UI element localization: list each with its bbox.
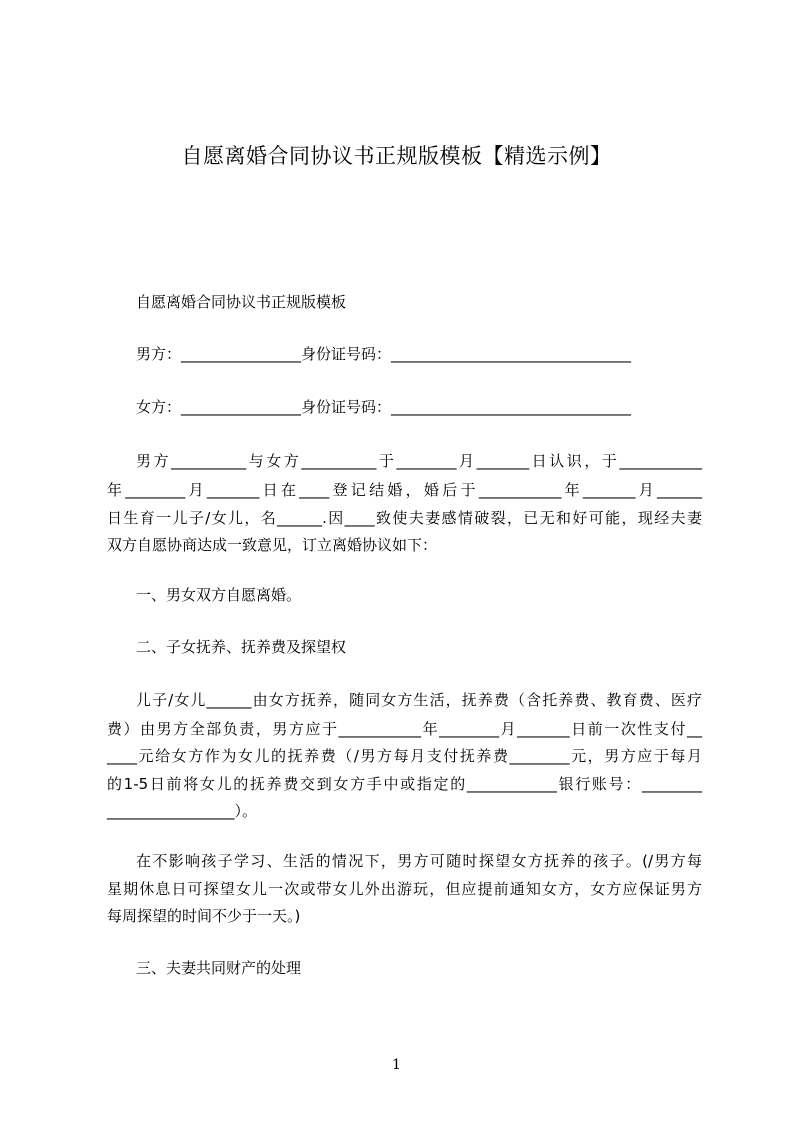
support-line-5: _________________）。 — [107, 802, 258, 820]
document-title: 自愿离婚合同协议书正规版模板【精选示例】 — [181, 144, 612, 168]
intro-line-2: 年________月_______日在____登记结婚，婚后于___________年_______月______ — [107, 481, 702, 499]
intro-line-1: 男方__________与女方__________于________月_______日认识，于___________ — [136, 452, 702, 470]
section-2-heading: 二、子女抚养、抚养费及探望权 — [136, 638, 347, 656]
section-1-heading: 一、男女双方自愿离婚。 — [136, 586, 302, 604]
support-line-4: 的1-5日前将女儿的抚养费交到女方手中或指定的____________银行账号：________ — [107, 775, 702, 793]
visitation-line-3: 每周探望的时间不少于一天。) — [107, 907, 301, 925]
section-3-heading: 三、夫妻共同财产的处理 — [136, 959, 302, 977]
visitation-line-2: 星期休息日可探望女儿一次或带女儿外出游玩，但应提前通知女方，女方应保证男方 — [107, 880, 702, 898]
intro-line-3: 日生育一儿子/女儿，名______.因____致使夫妻感情破裂，已无和好可能，现经夫妻 — [107, 509, 702, 527]
page-number: 1 — [392, 1057, 401, 1073]
support-line-1: 儿子/女儿______由女方抚养，随同女方生活，抚养费（含托养费、教育费、医疗 — [136, 691, 702, 709]
support-line-3: ____元给女方作为女儿的抚养费（/男方每月支付抚养费________元，男方应于每月 — [107, 747, 702, 765]
female-party-line: 女方：________________身份证号码：________________________________ — [136, 398, 632, 416]
support-line-2: 费）由男方全部负责，男方应于___________年________月_______日前一次性支付__ — [107, 720, 702, 738]
male-party-line: 男方：________________身份证号码：________________________________ — [136, 345, 632, 363]
intro-line-4: 双方自愿协商达成一致意见，订立离婚协议如下： — [107, 536, 438, 554]
subtitle: 自愿离婚合同协议书正规版模板 — [136, 293, 347, 311]
visitation-line-1: 在不影响孩子学习、生活的情况下，男方可随时探望女方抚养的孩子。(/男方每 — [136, 852, 702, 870]
